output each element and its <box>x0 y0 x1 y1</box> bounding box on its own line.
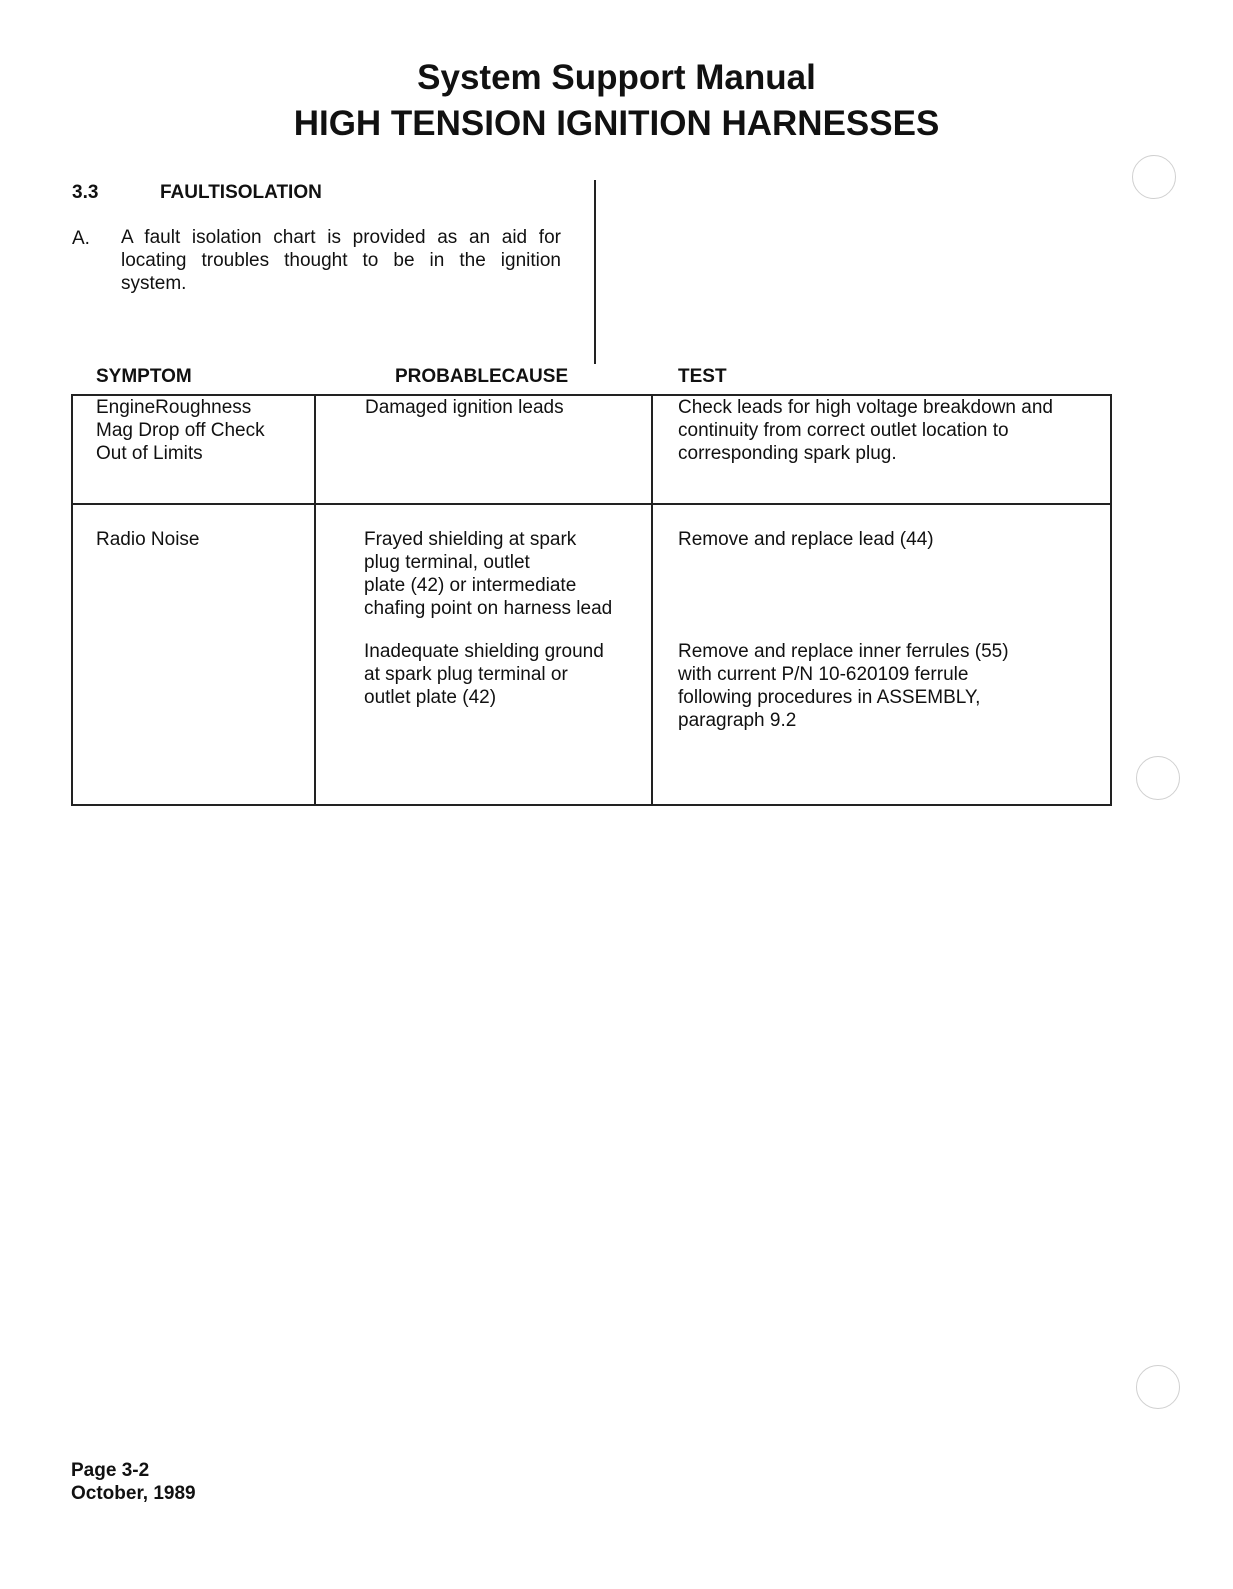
revision-date: October, 1989 <box>71 1483 196 1504</box>
binder-hole <box>1132 155 1176 199</box>
page-number: Page 3-2 <box>71 1460 150 1481</box>
table-column-divider <box>651 396 653 804</box>
paragraph-letter: A. <box>72 228 90 249</box>
table-cell-cause: Inadequate shielding ground at spark plug terminal or outlet plate (42) <box>364 641 604 708</box>
section-number: 3.3 <box>72 182 99 203</box>
table-cell-cause: Damaged ignition leads <box>365 397 564 418</box>
column-header-probable-cause: PROBABLECAUSE <box>395 366 569 387</box>
binder-hole <box>1136 1365 1180 1409</box>
manual-subtitle: HIGH TENSION IGNITION HARNESSES <box>293 104 940 143</box>
manual-title: System Support Manual <box>417 58 816 97</box>
table-cell-symptom: Radio Noise <box>96 529 200 550</box>
column-header-test: TEST <box>678 366 727 387</box>
revision-change-bar <box>594 180 596 364</box>
column-header-symptom: SYMPTOM <box>96 366 192 387</box>
table-column-divider <box>314 396 316 804</box>
binder-hole <box>1136 756 1180 800</box>
table-cell-symptom: EngineRoughness Mag Drop off Check Out of Limits <box>96 397 265 464</box>
paragraph-text: A fault isolation chart is provided as an aid for locating troubles thought to be in the ignition system. <box>121 227 561 294</box>
section-title: FAULTISOLATION <box>160 182 322 203</box>
table-cell-cause: Frayed shielding at spark plug terminal, outlet plate (42) or intermediate chafing point on harness lead <box>364 529 613 619</box>
table-cell-test: Check leads for high voltage breakdown and continuity from correct outlet location to corresponding spark plug. <box>678 397 1053 464</box>
table-row-divider <box>73 503 1110 505</box>
table-cell-test: Remove and replace inner ferrules (55) with current P/N 10-620109 ferrule following procedures in ASSEMBLY, paragraph 9.2 <box>678 641 1009 731</box>
table-cell-test: Remove and replace lead (44) <box>678 529 934 550</box>
